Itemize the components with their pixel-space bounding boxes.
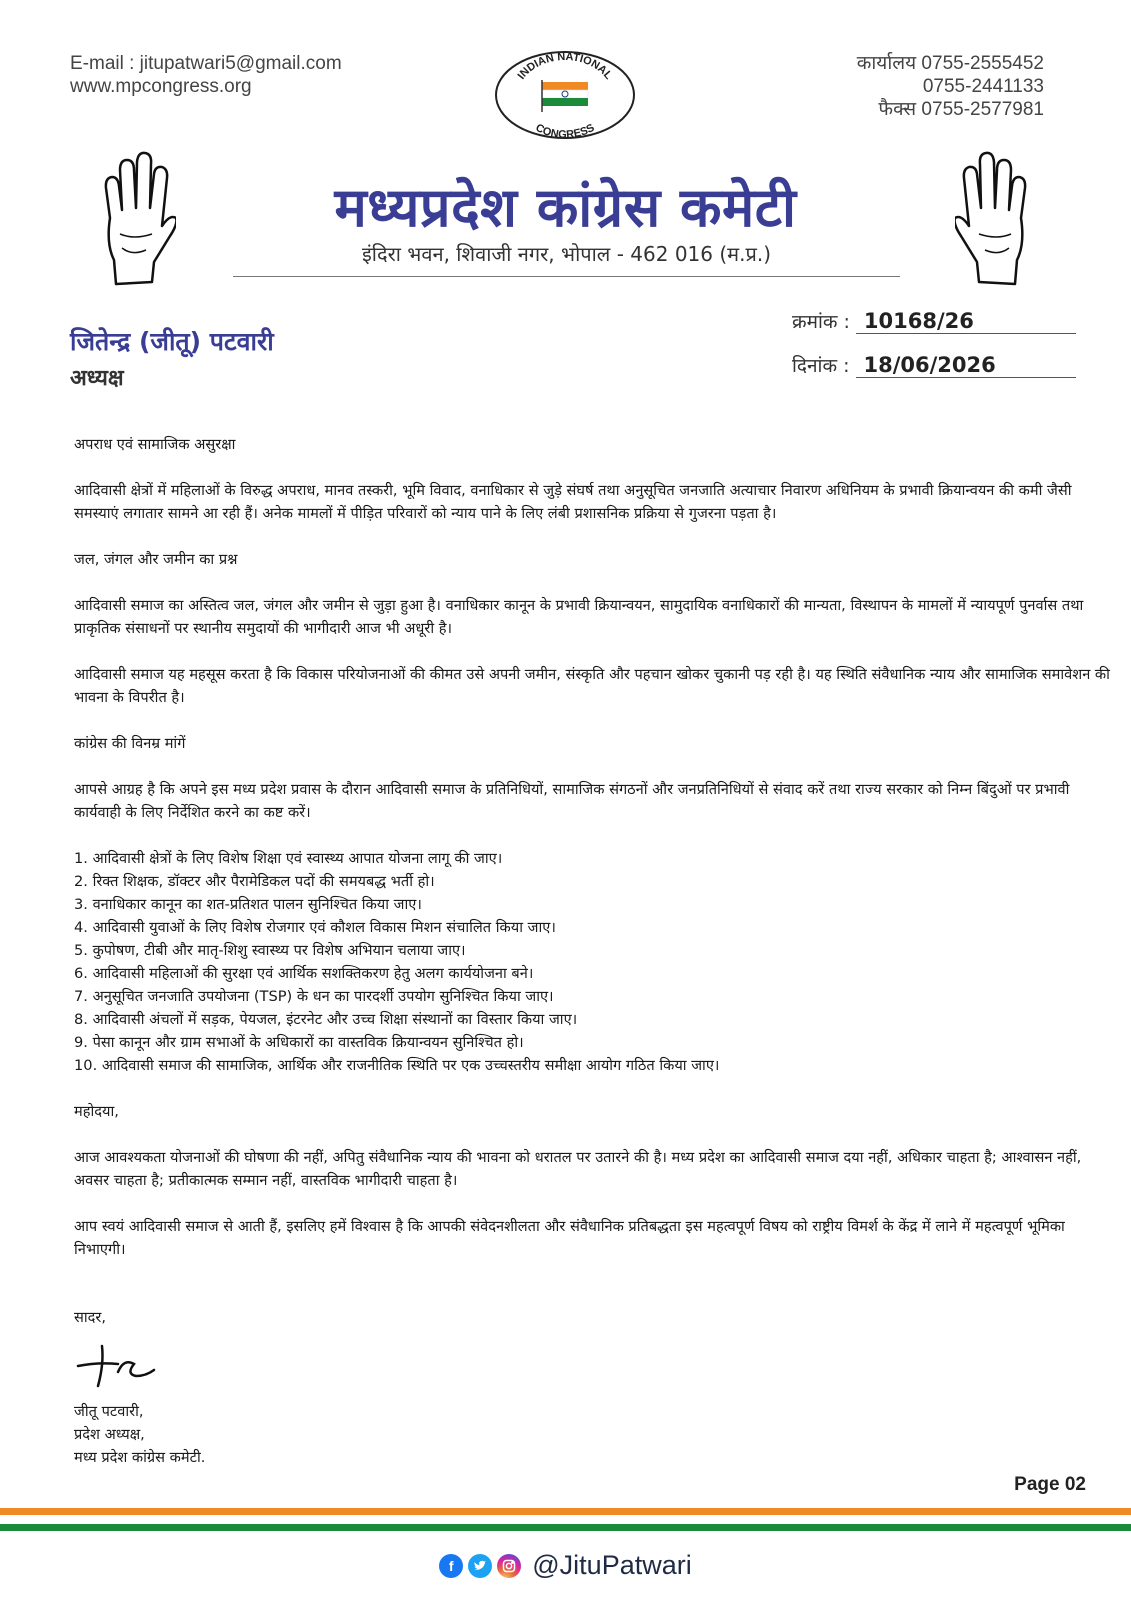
list-item: 6. आदिवासी महिलाओं की सुरक्षा एवं आर्थिक सशक्तिकरण हेतु अलग कार्ययोजना बने। xyxy=(74,965,534,982)
salutation: महोदया, xyxy=(74,1103,119,1120)
list-item: 8. आदिवासी अंचलों में सड़क, पेयजल, इंटरनेट और उच्च शिक्षा संस्थानों का विस्तार किया जाए। xyxy=(74,1011,578,1028)
paragraph: आप स्वयं आदिवासी समाज से आती हैं, इसलिए हमें विश्वास है कि आपकी संवेदनशीलता और संवैधानिक प्रतिबद्धता इस महत्वपूर्ण विषय को राष्ट्रीय विमर्श के केंद्र में लाने में महत्वपूर्ण भूमिका निभाएगी। xyxy=(74,1218,1065,1258)
letter-body xyxy=(74,433,1112,1284)
signatory-name: जीतू पटवारी, xyxy=(74,1403,144,1420)
tricolor-band-orange xyxy=(0,1508,1131,1515)
reference-number-label: क्रमांक : xyxy=(792,311,850,333)
paragraph: आदिवासी समाज का अस्तित्व जल, जंगल और जमीन से जुड़ा हुआ है। वनाधिकार कानून के प्रभावी क्रियान्वयन, सामुदायिक वनाधिकारों की मान्यता, विस्थापन के मामलों में न्यायपूर्ण पुनर्वास तथा प्राकृतिक संसाधनों पर स्थानीय समुदायों की भागीदारी आज भी अधूरी है। xyxy=(74,597,1084,637)
office-phone-2: 0755-2441133 xyxy=(922,76,1044,97)
social-handle[interactable]: @JituPatwari xyxy=(532,1550,692,1580)
office-phone-1: कार्यालय 0755-2555452 xyxy=(856,53,1044,74)
list-item: 7. अनुसूचित जनजाति उपयोजना (TSP) के धन का पारदर्शी उपयोग सुनिश्चित किया जाए। xyxy=(74,988,554,1005)
demands-list xyxy=(74,847,1112,1077)
page-number: Page 02 xyxy=(1014,1474,1086,1495)
date-label: दिनांक : xyxy=(792,355,850,377)
date-row xyxy=(792,352,1076,378)
tricolor-band-green xyxy=(0,1524,1131,1531)
list-item: 4. आदिवासी युवाओं के लिए विशेष रोजगार एवं कौशल विकास मिशन संचालित किया जाए। xyxy=(74,919,556,936)
closing: सादर, xyxy=(74,1309,107,1326)
org-address: इंदिरा भवन, शिवाजी नगर, भोपाल - 462 016 (म.प्र.) xyxy=(361,242,772,266)
logo-text-bottom: CONGRESS xyxy=(533,121,597,140)
paragraph: आज आवश्यकता योजनाओं की घोषणा की नहीं, अपितु संवैधानिक न्याय की भावना को धरातल पर उतारने की है। मध्य प्रदेश का आदिवासी समाज दया नहीं, अधिकार चाहता है; आश्वासन नहीं, अवसर चाहता है; प्रतीकात्मक सम्मान नहीं, वास्तविक भागीदारी चाहता है। xyxy=(74,1149,1082,1189)
list-item: 5. कुपोषण, टीबी और मातृ-शिशु स्वास्थ्य पर विशेष अभियान चलाया जाए। xyxy=(74,942,466,959)
email-text: E-mail : jitupatwari5@gmail.com xyxy=(70,53,342,74)
signatory-org: मध्य प्रदेश कांग्रेस कमेटी. xyxy=(74,1449,206,1466)
list-item: 10. आदिवासी समाज की सामाजिक, आर्थिक और राजनीतिक स्थिति पर एक उच्चस्तरीय समीक्षा आयोग गठित किया जाए। xyxy=(74,1057,720,1074)
reference-number-value: 10168/26 xyxy=(856,309,1076,334)
paragraph: आदिवासी क्षेत्रों में महिलाओं के विरुद्ध अपराध, मानव तस्करी, भूमि विवाद, वनाधिकार से जुड़े संघर्ष तथा अनुसूचित जनजाति अत्याचार निवारण अधिनियम के प्रभावी क्रियान्वयन की कमी जैसी समस्याएं लगातार सामने आ रही हैं। अनेक मामलों में पीड़ित परिवारों को न्याय पाने के लिए लंबी प्रशासनिक प्रक्रिया से गुजरना पड़ता है। xyxy=(74,482,1072,522)
list-item: 9. पेसा कानून और ग्राम सभाओं के अधिकारों का वास्तविक क्रियान्वयन सुनिश्चित हो। xyxy=(74,1034,524,1051)
congress-logo xyxy=(494,50,636,140)
logo-text-top: INDIAN NATIONAL xyxy=(515,50,615,82)
list-item: 3. वनाधिकार कानून का शत-प्रतिशत पालन सुनिश्चित किया जाए। xyxy=(74,896,422,913)
date-value: 18/06/2026 xyxy=(856,353,1076,378)
phone-info xyxy=(857,52,1044,121)
twitter-icon[interactable] xyxy=(468,1554,492,1578)
signature-block xyxy=(74,1400,205,1469)
section-heading: जल, जंगल और जमीन का प्रश्न xyxy=(74,551,238,568)
fax-number: फैक्स 0755-2577981 xyxy=(878,99,1044,120)
contact-info xyxy=(70,52,342,98)
social-footer xyxy=(0,1550,1131,1581)
paragraph: आपसे आग्रह है कि अपने इस मध्य प्रदेश प्रवास के दौरान आदिवासी समाज के प्रतिनिधियों, सामाजिक संगठनों और जनप्रतिनिधियों से संवाद करें तथा राज्य सरकार को निम्न बिंदुओं पर प्रभावी कार्यवाही के लिए निर्देशित करने का कष्ट करें। xyxy=(74,781,1070,821)
instagram-icon[interactable] xyxy=(497,1554,521,1578)
paragraph: आदिवासी समाज यह महसूस करता है कि विकास परियोजनाओं की कीमत उसे अपनी जमीन, संस्कृति और पहचान खोकर चुकानी पड़ रही है। यह स्थिति संवैधानिक न्याय और सामाजिक समावेशन की भावना के विपरीत है। xyxy=(74,666,1110,706)
section-heading: अपराध एवं सामाजिक असुरक्षा xyxy=(74,436,236,453)
facebook-icon[interactable]: f xyxy=(439,1554,463,1578)
section-heading: कांग्रेस की विनम्र मांगें xyxy=(74,735,186,752)
header-divider xyxy=(233,276,900,277)
website-link[interactable]: www.mpcongress.org xyxy=(70,76,252,97)
signatory-role: प्रदेश अध्यक्ष, xyxy=(74,1426,145,1443)
org-title: मध्यप्रदेश कांग्रेस कमेटी xyxy=(334,176,797,239)
president-name: जितेन्द्र (जीतू) पटवारी xyxy=(70,327,274,356)
reference-number-row xyxy=(792,308,1076,334)
list-item: 1. आदिवासी क्षेत्रों के लिए विशेष शिक्षा एवं स्वास्थ्य आपात योजना लागू की जाए। xyxy=(74,850,503,867)
list-item: 2. रिक्त शिक्षक, डॉक्टर और पैरामेडिकल पदों की समयबद्ध भर्ती हो। xyxy=(74,873,435,890)
president-role: अध्यक्ष xyxy=(70,366,124,391)
signature xyxy=(74,1336,160,1392)
